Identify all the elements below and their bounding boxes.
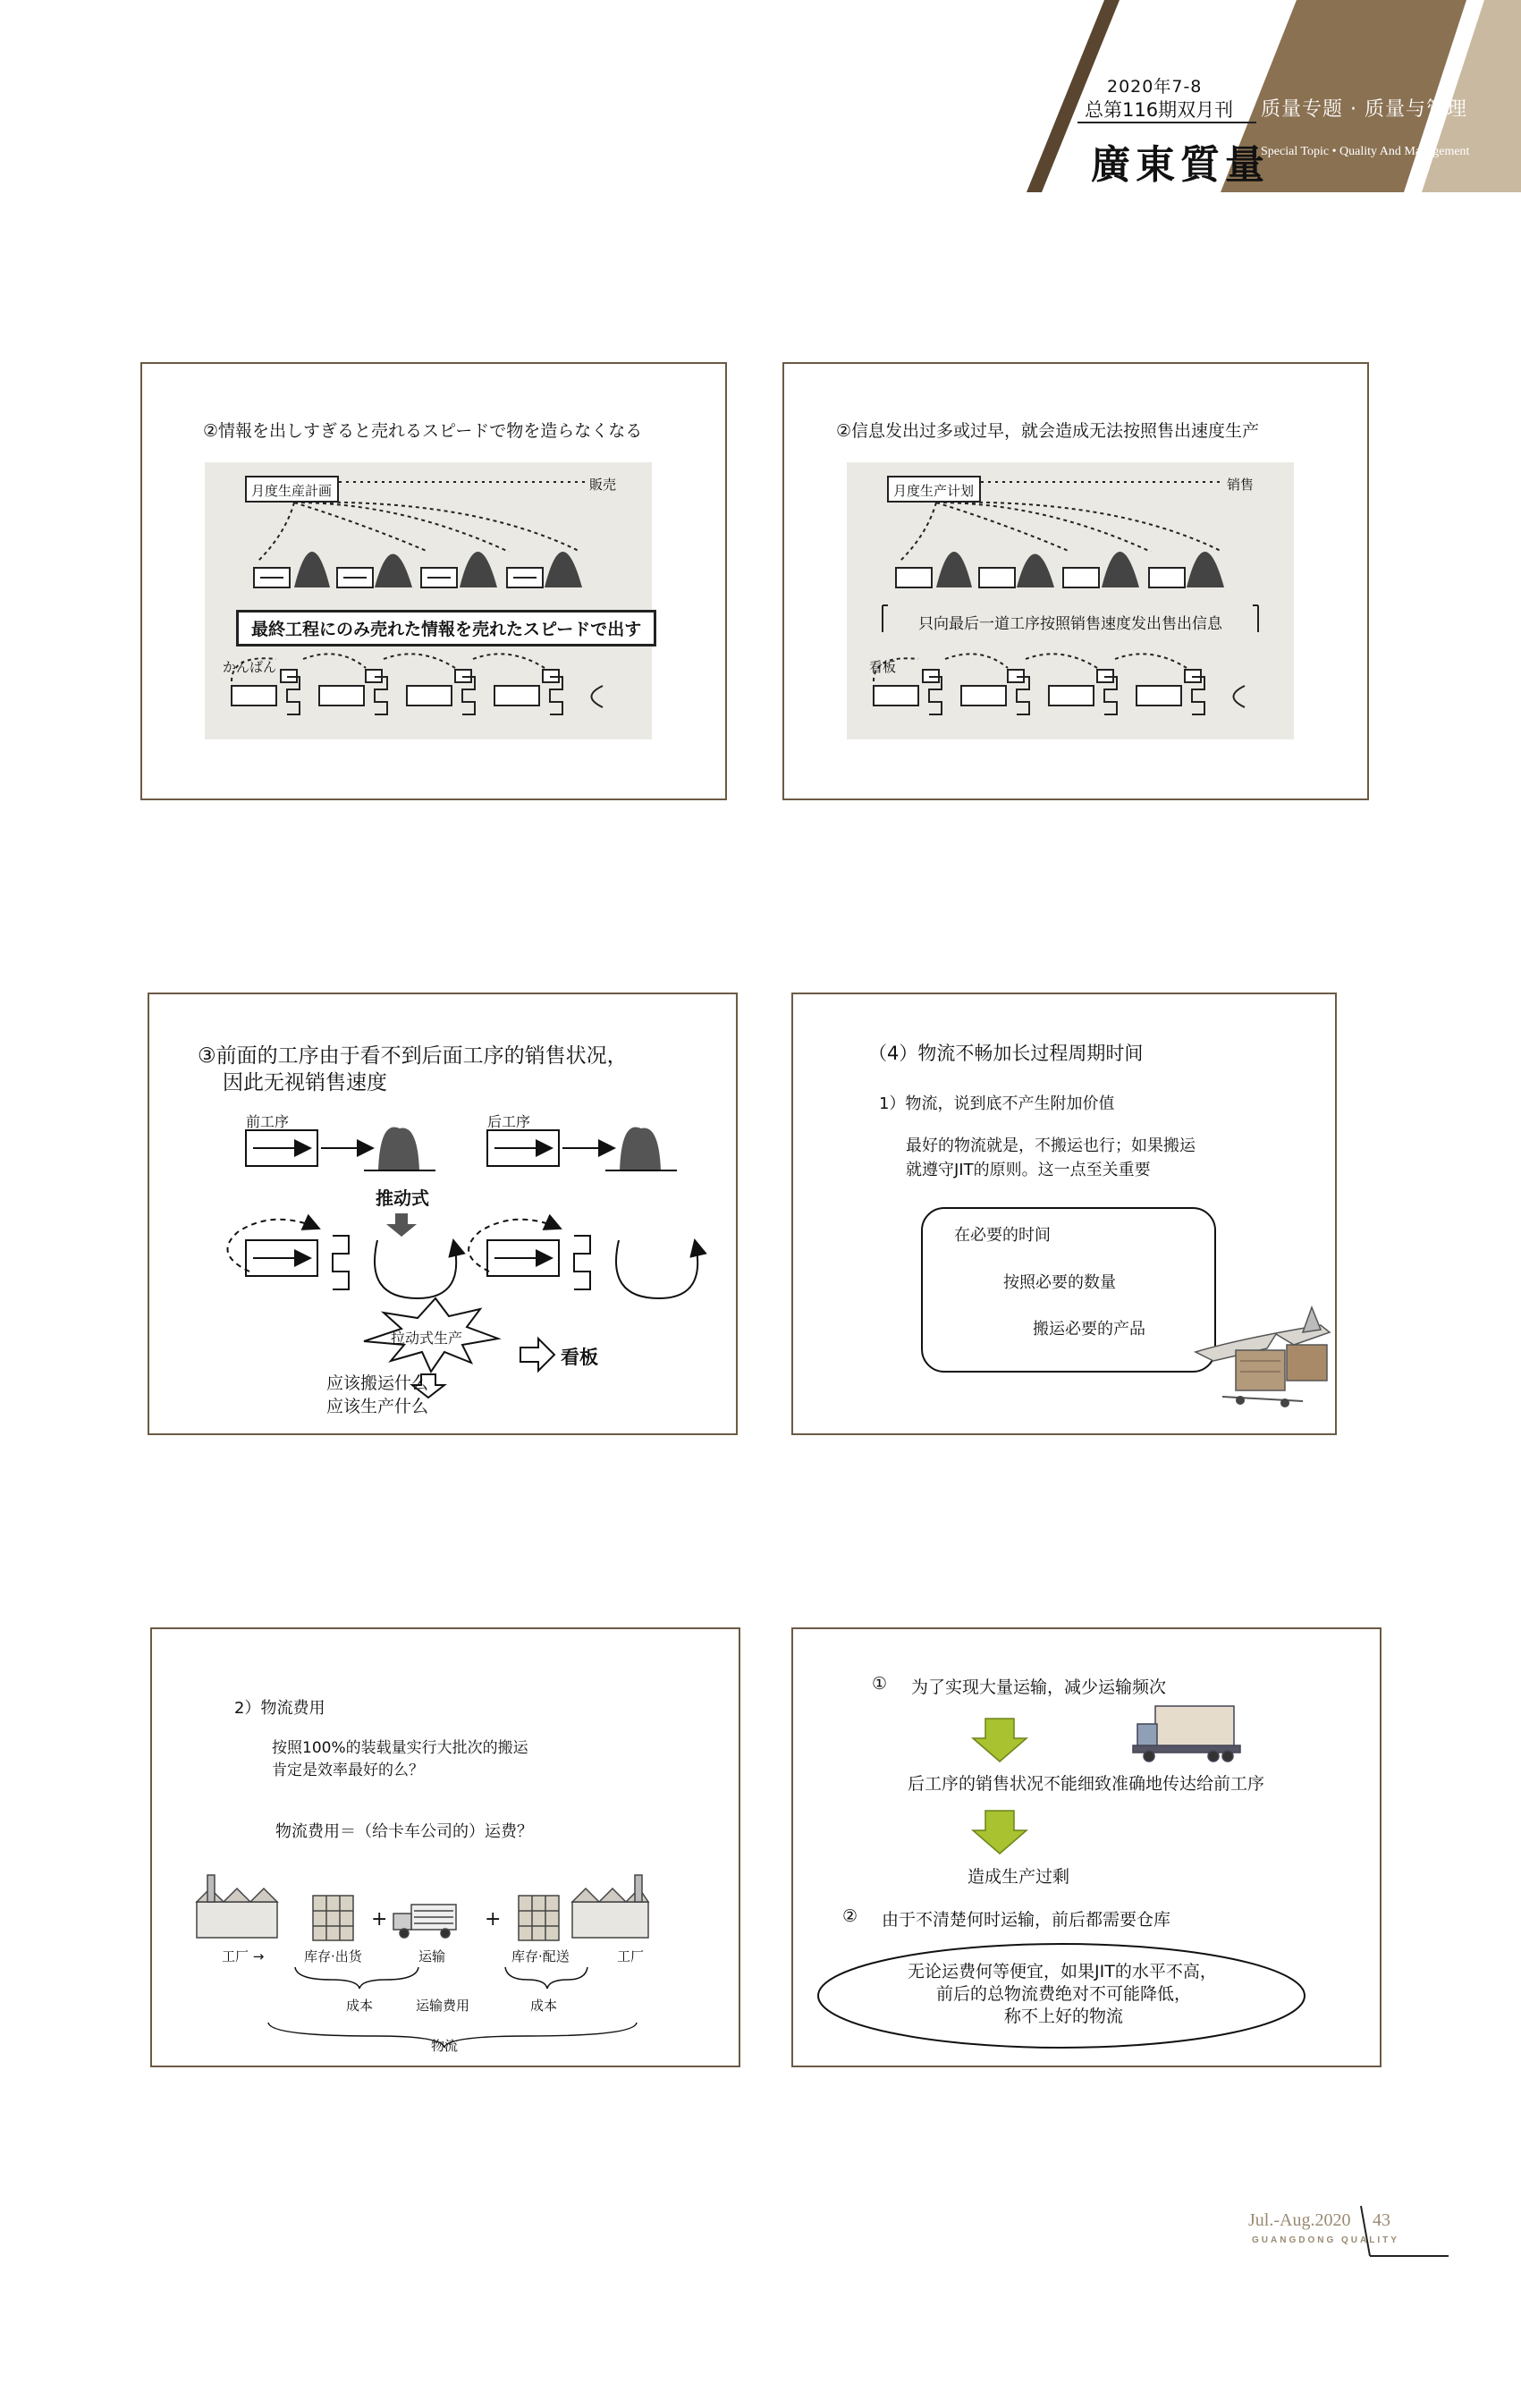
- plan-label: 月度生产计划: [893, 483, 975, 499]
- sales-label: 销售: [1227, 477, 1255, 493]
- slide-4-para-line2: 就遵守JIT的原则。这一点至关重要: [906, 1161, 1151, 1179]
- push-pull-diagram: [149, 994, 739, 1437]
- slide-4: [791, 993, 1337, 1435]
- pull-label: 拉动式生产: [391, 1330, 463, 1347]
- jit-line-2: 按照必要的数量: [1003, 1273, 1116, 1292]
- factory-2-label: 工厂: [617, 1948, 645, 1964]
- oval-line-3: 称不上好的物流: [1004, 2007, 1124, 2026]
- slide-5-subtitle: 2）物流费用: [234, 1699, 325, 1718]
- slide-5-question-line2: 肯定是效率最好的么？: [272, 1762, 424, 1779]
- section-topic-en: Special Topic • Quality And Management: [1261, 145, 1470, 158]
- slide-6: [791, 1627, 1382, 2067]
- stock-ship-label: 库存·出货: [304, 1948, 362, 1964]
- page-number: 43: [1373, 2210, 1390, 2230]
- footer-date: Jul.-Aug.2020: [1248, 2210, 1351, 2230]
- slide-2-note: 只向最后一道工序按照销售速度发出售出信息: [918, 615, 1222, 633]
- slide-3: [148, 993, 738, 1435]
- journal-title: 廣東質量: [1091, 142, 1270, 188]
- point-1-text: 为了实现大量运输，减少运输频次: [911, 1677, 1167, 1697]
- point-1-number: ①: [872, 1674, 888, 1694]
- kanban-label: 看板: [869, 659, 897, 675]
- kanban-label: かんばん: [223, 659, 277, 675]
- back-process-label: 后工序: [487, 1113, 531, 1130]
- oval-line-2: 前后的总物流费绝对不可能降低，: [936, 1984, 1192, 2004]
- slide-2-figure: [847, 462, 1294, 739]
- plus-2: +: [485, 1908, 502, 1931]
- slide-1-note: 最終工程にのみ売れた情報を売れたスピードで出す: [236, 610, 656, 646]
- issue-date: 2020年7-8: [1107, 77, 1203, 97]
- slide-4-para-line1: 最好的物流就是，不搬运也行；如果搬运: [906, 1136, 1196, 1155]
- question-what-to-produce: 应该生产什么: [326, 1397, 429, 1416]
- page-header: [0, 0, 1521, 192]
- slide-1-title: ②情報を出しすぎると売れるスピードで物を造らなくなる: [203, 421, 643, 441]
- question-what-to-carry: 应该搬运什么: [326, 1373, 429, 1393]
- slide-5-question-line1: 按照100%的装载量实行大批次的搬运: [272, 1739, 528, 1757]
- stock-deliver-label: 库存·配送: [511, 1948, 570, 1964]
- factory-1-label: 工厂 →: [222, 1948, 265, 1964]
- slide-4-title: （4）物流不畅加长过程周期时间: [868, 1043, 1144, 1064]
- section-topic: 质量专题 · 质量与管理: [1261, 98, 1467, 121]
- push-label: 推动式: [376, 1187, 429, 1209]
- slide-5: [150, 1627, 740, 2067]
- point-2-text: 由于不清楚何时运输，前后都需要仓库: [882, 1910, 1171, 1930]
- plus-1: +: [371, 1908, 388, 1931]
- slide-2-title: ②信息发出过多或过早，就会造成无法按照售出速度生产: [836, 421, 1260, 441]
- logistics-label: 物流: [431, 2038, 459, 2054]
- transport-cost-label: 运输费用: [416, 1998, 470, 2014]
- slide-4-subtitle: 1）物流，说到底不产生附加价值: [879, 1094, 1115, 1113]
- sales-label: 販売: [589, 477, 617, 493]
- slide-1: [140, 362, 727, 800]
- point-1-result-2: 造成生产过剩: [968, 1867, 1070, 1887]
- slide-3-title-line2: 因此无视销售速度: [223, 1071, 387, 1094]
- slide-1-figure: [205, 462, 652, 739]
- cost-1-label: 成本: [346, 1998, 374, 2014]
- flow-diagram: [847, 462, 1294, 739]
- flow-diagram: [205, 462, 652, 739]
- slide-2: [782, 362, 1369, 800]
- point-1-result: 后工序的销售状况不能细致准确地传达给前工序: [908, 1774, 1265, 1794]
- plan-label: 月度生産計画: [251, 483, 333, 499]
- jit-line-3: 搬运必要的产品: [1033, 1320, 1145, 1339]
- slide-3-title-line1: ③前面的工序由于看不到后面工序的销售状况，: [198, 1044, 628, 1068]
- jit-line-1: 在必要的时间: [954, 1226, 1051, 1245]
- issue-number: 总第116期双月刊: [1085, 99, 1234, 121]
- footer-journal-en: GUANGDONG QUALITY: [1252, 2235, 1399, 2245]
- point-2-number: ②: [842, 1906, 858, 1926]
- cargo-plane-illustration: [1187, 1289, 1339, 1415]
- cost-2-label: 成本: [530, 1998, 558, 2014]
- kanban-label: 看板: [561, 1347, 598, 1368]
- transport-label: 运输: [418, 1948, 446, 1964]
- front-process-label: 前工序: [246, 1113, 290, 1130]
- oval-line-1: 无论运费何等便宜，如果JIT的水平不高，: [908, 1962, 1217, 1981]
- slide-5-formula: 物流费用＝（给卡车公司的）运费？: [275, 1822, 533, 1841]
